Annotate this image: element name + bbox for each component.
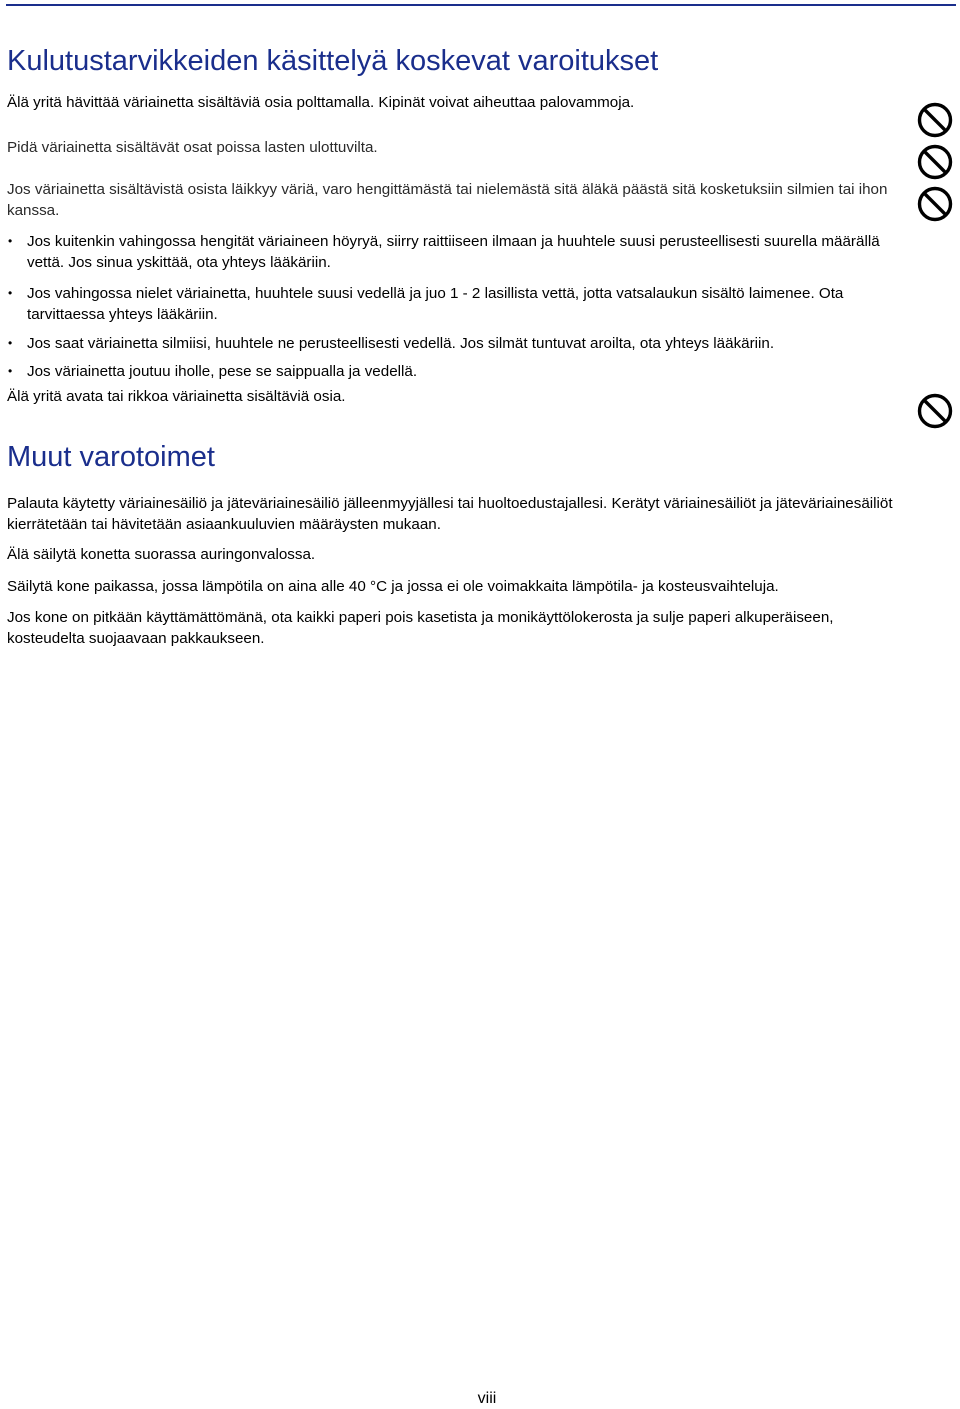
list-item-text: Jos väriainetta joutuu iholle, pese se saippualla ja vedellä. <box>27 363 418 380</box>
first-aid-list <box>7 231 912 382</box>
paragraph-no-burning: Älä yritä hävittää väriainetta sisältäviä osia polttamalla. Kipinät voivat aiheuttaa palovammoja. <box>7 94 635 111</box>
bullet-glyph: • <box>8 364 13 378</box>
list-item <box>7 231 912 273</box>
section-title-other-precautions: Muut varotoimet <box>7 441 215 473</box>
list-item-text: Jos saat väriainetta silmiisi, huuhtele ne perusteellisesti vedellä. Jos silmät tuntuvat aroilta, ota yhteys lääkäriin. <box>27 335 775 352</box>
bullet-glyph: • <box>8 286 13 300</box>
bullet-glyph: • <box>8 234 13 248</box>
paragraph-spill-warning: Jos väriainetta sisältävistä osista läikkyy väriä, varo hengittämästä tai nielemästä sitä äläkä päästä sitä kosketuksiin silmien tai ihon kanssa. <box>7 181 888 219</box>
paragraph-storage-temperature: Säilytä kone paikassa, jossa lämpötila on aina alle 40 °C ja jossa ei ole voimakkaita lämpötila- ja kosteusvaihteluja. <box>7 578 779 595</box>
prohibition-icon <box>917 393 953 429</box>
list-item <box>7 283 912 325</box>
paragraph-do-not-open: Älä yritä avata tai rikkoa väriainetta sisältäviä osia. <box>7 388 346 405</box>
prohibition-icon <box>917 186 953 222</box>
list-item-text: Jos vahingossa nielet väriainetta, huuhtele suusi vedellä ja juo 1 - 2 lasillista vettä, jotta vatsalaukun sisältö laimenee. Ota tarvittaessa yhteys lääkäriin. <box>27 285 844 323</box>
list-item <box>7 333 912 354</box>
paragraph-no-sunlight: Älä säilytä konetta suorassa auringonvalossa. <box>7 546 316 563</box>
list-item-text: Jos kuitenkin vahingossa hengität väriaineen höyryä, siirry raittiiseen ilmaan ja huuhtele suusi perusteellisesti suurella määrällä vettä. Jos sinua yskittää, ota yhteys lääkäriin. <box>27 233 880 271</box>
section-title-consumables-warnings: Kulutustarvikkeiden käsittelyä koskevat varoitukset <box>7 45 659 77</box>
prohibition-icon <box>917 144 953 180</box>
page-number: viii <box>477 1390 497 1407</box>
paragraph-return-containers: Palauta käytetty väriainesäiliö ja jäteväriainesäiliö jälleenmyyjällesi tai huoltoedustajallesi. Kerätyt väriainesäiliöt ja jäteväriainesäiliöt kierrätetään tai hävitetään asiaankuuluvien määräysten mukaan. <box>7 495 893 533</box>
paragraph-keep-from-children: Pidä väriainetta sisältävät osat poissa lasten ulottuvilta. <box>7 139 378 156</box>
paragraph-long-storage-paper: Jos kone on pitkään käyttämättömänä, ota kaikki paperi pois kasetista ja monikäyttölokerosta ja sulje paperi alkuperäiseen, kosteudelta suojaavaan pakkaukseen. <box>7 609 834 647</box>
prohibition-icon <box>917 102 953 138</box>
top-rule <box>6 4 956 6</box>
bullet-glyph: • <box>8 336 13 350</box>
list-item <box>7 361 912 382</box>
